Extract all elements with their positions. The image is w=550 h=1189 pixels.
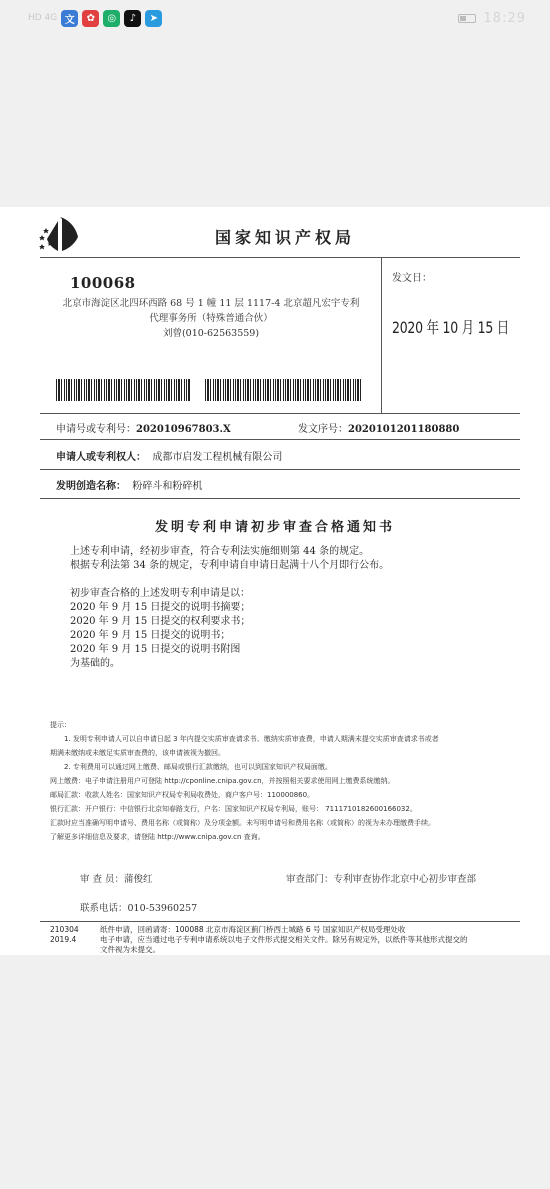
- issue-date-label: 发文日：: [392, 273, 432, 284]
- footer-code-1: 210304: [50, 925, 79, 934]
- frame-line-3: [40, 469, 520, 470]
- tip-line: 银行汇款：开户银行：中信银行北京知春路支行，户名：国家知识产权局专利局，账号： 7111710182600166032。: [50, 805, 417, 813]
- notice-line: 2020 年 9 月 15 日提交的说明书；: [70, 630, 231, 641]
- tip-line: 期满未缴纳或未缴足实质审查费的，该申请被视为撤回。: [50, 749, 225, 757]
- address-line-2: 代理事务所（特殊普通合伙）: [149, 313, 273, 324]
- footer-divider-line: [40, 921, 520, 922]
- frame-line-4: [40, 498, 520, 499]
- frame-line-2: [40, 439, 520, 440]
- address-line-1: 北京市海淀区北四环西路 68 号 1 幢 11 层 1117-4 北京超凡宏宇专利: [62, 298, 360, 309]
- recipient-address: [52, 296, 370, 341]
- barcode-right: [205, 379, 363, 401]
- serial-number-row: [298, 420, 459, 435]
- applicant-name: 成都市启发工程机械有限公司: [152, 452, 283, 463]
- tiktok-app-icon: ♪: [124, 10, 141, 27]
- battery-icon: [458, 14, 476, 23]
- footer-note-paper: 纸件申请，回函请寄：100088 北京市海淀区蓟门桥西土城路 6 号 国家知识产权局受理处收: [100, 925, 406, 934]
- green-app-icon: ◎: [103, 10, 120, 27]
- notice-line: 为基础的。: [70, 658, 120, 669]
- frame-divider-vertical: [381, 257, 382, 413]
- notice-title: 发明专利申请初步审查合格通知书: [154, 520, 395, 535]
- footer-code-2: 2019.4: [50, 935, 77, 944]
- applicant-label: 申请人或专利权人：: [56, 452, 146, 463]
- tip-line: 邮局汇款：收款人姓名：国家知识产权局专利局收费处，商户客户号：110000860。: [50, 791, 315, 799]
- invention-row: [56, 477, 202, 492]
- clock-time: 18:29: [483, 11, 526, 26]
- frame-top-line: [40, 257, 520, 258]
- tip-line: 汇款时应当准确写明申请号、费用名称（或简称）及分项金额。未写明申请号和费用名称（或简称）的视为未办理缴费手续。: [50, 819, 435, 827]
- barcode-left: [56, 379, 190, 401]
- notice-line: 初步审查合格的上述发明专利申请是以：: [70, 588, 250, 599]
- notice-line: 根据专利法第 34 条的规定，专利申请自申请日起满十八个月即行公布。: [70, 560, 390, 571]
- serial-number-label: 发文序号：: [298, 424, 348, 435]
- tip-line: 了解更多详细信息及要求，请登陆 http://www.cnipa.gov.cn 查询。: [50, 833, 265, 841]
- invention-label: 发明创造名称：: [56, 481, 126, 492]
- status-right: [458, 11, 526, 26]
- status-left: [28, 10, 162, 27]
- application-number: 202010967803.X: [136, 424, 231, 435]
- examining-department: 审查部门：专利审查协作北京中心初步审查部: [286, 874, 477, 885]
- carrier-text: HD 4G: [28, 13, 58, 23]
- application-number-row: [56, 420, 231, 435]
- patent-notice-document: [0, 207, 550, 955]
- recipient-contact: 刘曾(010-62563559): [162, 328, 260, 339]
- office-title: 国家知识产权局: [214, 228, 355, 247]
- tip-line: 网上缴费：电子申请注册用户可登陆 http://cponline.cnipa.gov.cn，并按照相关要求使用网上缴费系统缴纳。: [50, 777, 395, 785]
- tip-line: 2. 专利费用可以通过网上缴费、邮局或银行汇款缴纳，也可以到国家知识产权局面缴。: [64, 763, 332, 771]
- applicant-row: [56, 448, 282, 463]
- footer-note-electronic-2: 文件视为未提交。: [100, 945, 160, 954]
- notice-line: 2020 年 9 月 15 日提交的权利要求书；: [70, 616, 251, 627]
- blue-app-icon: ➤: [145, 10, 162, 27]
- notice-line: 上述专利申请，经初步审查，符合专利法实施细则第 44 条的规定。: [70, 546, 370, 557]
- status-bar: [0, 0, 550, 40]
- red-app-icon: ✿: [82, 10, 99, 27]
- invention-name: 粉碎斗和粉碎机: [132, 481, 203, 492]
- examiner-name: 审 查 员：蒲俊红: [80, 874, 153, 885]
- application-number-label: 申请号或专利号：: [56, 424, 136, 435]
- notice-line: 2020 年 9 月 15 日提交的说明书摘要；: [70, 602, 251, 613]
- tip-line: 1. 发明专利申请人可以自申请日起 3 年内提交实质审查请求书、缴纳实质审查费，申请人期满未提交实质审查请求书或者: [64, 735, 439, 743]
- issue-date: 2020 年 10 月 15 日: [392, 318, 510, 337]
- recipient-zip: 100068: [70, 274, 136, 292]
- tips-heading: 提示：: [50, 721, 71, 729]
- serial-number: 2020101201180880: [348, 424, 460, 435]
- footer-note-electronic: 电子申请，应当通过电子专利申请系统以电子文件形式提交相关文件。除另有规定外，以纸件等其他形式提交的: [100, 935, 468, 944]
- contact-phone: 联系电话：010-53960257: [80, 903, 198, 914]
- xuexi-app-icon: 文: [61, 10, 78, 27]
- frame-line-1: [40, 413, 520, 414]
- notice-line: 2020 年 9 月 15 日提交的说明书附图: [70, 644, 241, 655]
